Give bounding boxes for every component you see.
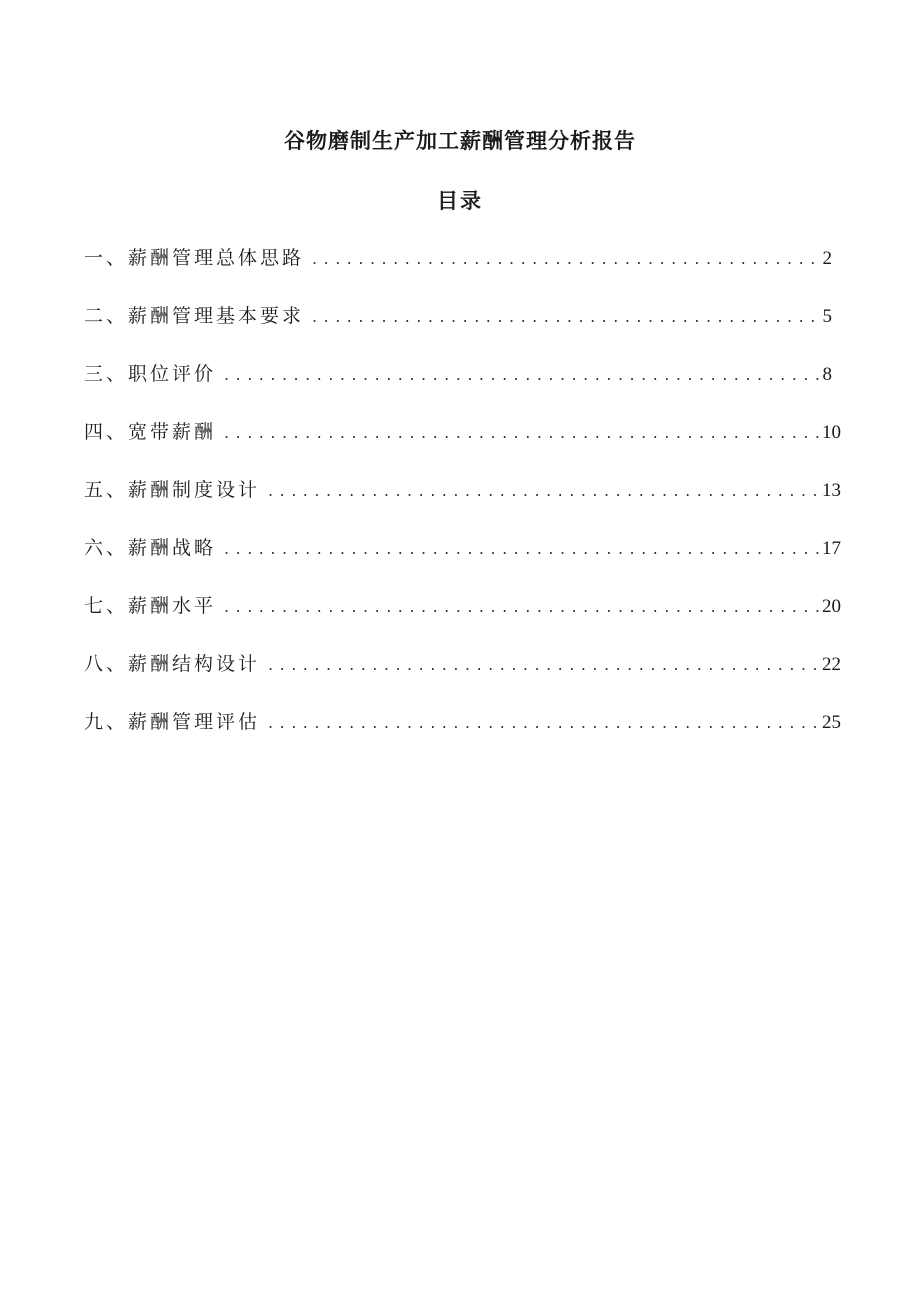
dot-leader (224, 597, 820, 616)
toc-entry-7[interactable] (84, 591, 841, 649)
dot-leader (268, 481, 820, 500)
table-of-contents (84, 243, 841, 765)
dot-leader (312, 249, 820, 268)
dot-leader (224, 539, 820, 558)
dot-leader (268, 713, 820, 732)
dot-leader (224, 365, 820, 384)
toc-entry-label: 一、薪酬管理总体思路 (84, 247, 305, 269)
toc-entry-page-number: 8 (822, 364, 832, 385)
toc-entry-label: 七、薪酬水平 (84, 595, 217, 617)
toc-entry-page-number: 2 (822, 248, 832, 269)
toc-entry-8[interactable] (84, 649, 841, 707)
toc-entry-page-number: 10 (822, 422, 841, 443)
toc-entry-1[interactable] (84, 243, 832, 301)
document-title: 谷物磨制生产加工薪酬管理分析报告 (284, 128, 636, 153)
toc-entry-label: 四、宽带薪酬 (84, 421, 217, 443)
toc-entry-page-number: 20 (822, 596, 841, 617)
toc-entry-label: 九、薪酬管理评估 (84, 711, 261, 733)
toc-entry-9[interactable] (84, 707, 841, 765)
toc-entry-page-number: 22 (822, 654, 841, 675)
toc-entry-4[interactable] (84, 417, 841, 475)
dot-leader (312, 307, 820, 326)
toc-entry-5[interactable] (84, 475, 841, 533)
toc-heading: 目录 (437, 188, 483, 213)
dot-leader (268, 655, 820, 674)
toc-entry-label: 六、薪酬战略 (84, 537, 217, 559)
toc-entry-label: 二、薪酬管理基本要求 (84, 305, 305, 327)
toc-entry-6[interactable] (84, 533, 841, 591)
toc-entry-label: 三、职位评价 (84, 363, 217, 385)
toc-entry-label: 五、薪酬制度设计 (84, 479, 261, 501)
dot-leader (224, 423, 820, 442)
toc-entry-page-number: 17 (822, 538, 841, 559)
toc-entry-label: 八、薪酬结构设计 (84, 653, 261, 675)
toc-entry-page-number: 25 (822, 712, 841, 733)
toc-entry-page-number: 5 (822, 306, 832, 327)
toc-entry-page-number: 13 (822, 480, 841, 501)
toc-entry-3[interactable] (84, 359, 832, 417)
toc-entry-2[interactable] (84, 301, 832, 359)
